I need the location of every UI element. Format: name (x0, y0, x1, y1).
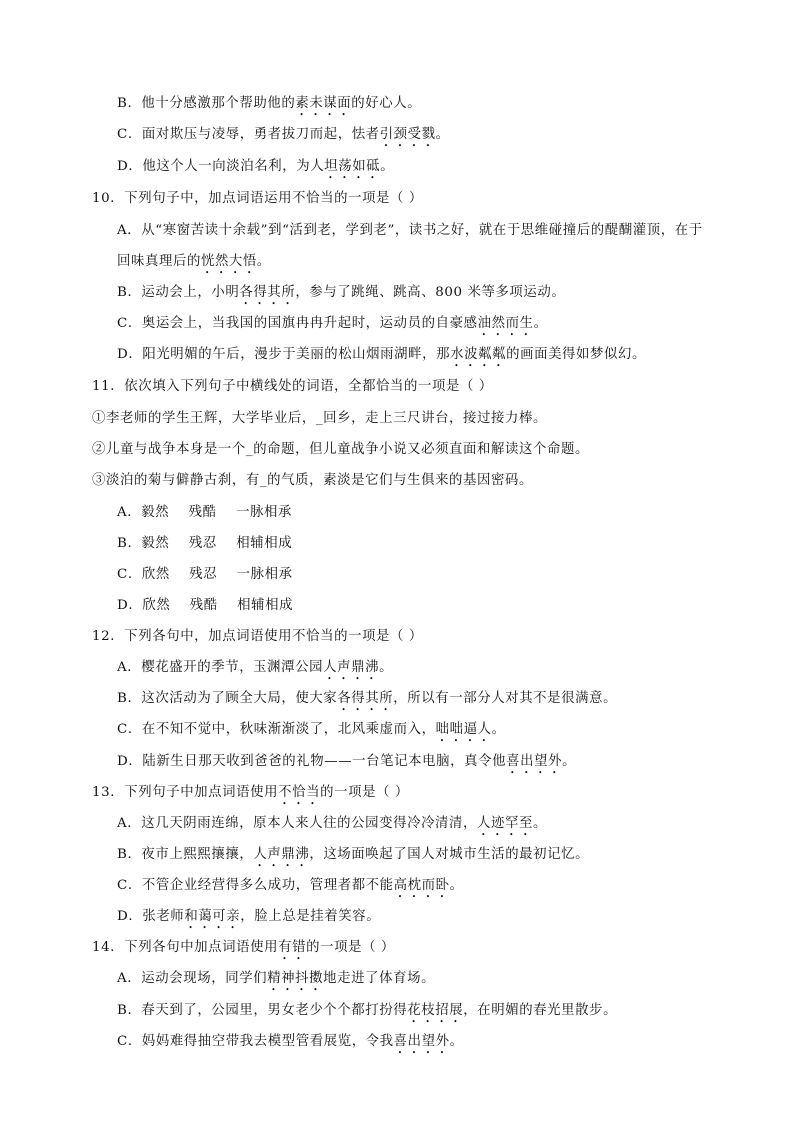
dotted-phrase: 喜出望外 (506, 754, 563, 769)
dotted-phrase: 咄咄逼人 (435, 722, 492, 737)
option-13b: B．夜市上熙熙攘攘，人声鼎沸，这场面唤起了国人对城市生活的最初记忆。 (117, 847, 590, 862)
dotted-phrase: 人声鼎沸 (253, 847, 310, 862)
option-14b: B．春天到了，公园里，男女老少个个都打扮得花枝招展，在明媚的春光里散步。 (117, 1003, 618, 1018)
dotted-phrase: 恍然大悟 (200, 254, 257, 269)
option-12b: B．这次活动为了顾全大局，使大家各得其所，所以有一部分人对其不是很满意。 (117, 691, 618, 706)
option-9c: C．面对欺压与凌辱，勇者拔刀而起，怯者引颈受戮。 (117, 127, 450, 142)
option-12d: D．陆新生日那天收到爸爸的礼物——一台笔记本电脑，真令他喜出望外。 (117, 754, 577, 769)
dotted-phrase: 不恰当 (278, 785, 321, 800)
dotted-phrase: 高枕而卧 (393, 878, 450, 893)
option-11b: B．毅然 残忍 相辅相成 (117, 536, 293, 551)
dotted-phrase: 精神抖擞 (267, 971, 324, 986)
dotted-phrase: 素未谋面 (295, 96, 352, 111)
option-11c: C．欣然 残忍 一脉相承 (117, 567, 293, 582)
dotted-phrase: 各得其所 (239, 285, 296, 300)
sentence-2: ②儿童与战争本身是一个_的命题，但儿童战争小说又必须直面和解读这个命题。 (92, 442, 589, 457)
option-10a-cont: 回味真理后的恍然大悟。 (117, 254, 271, 269)
dotted-phrase: 油然而生 (477, 316, 534, 331)
question-12: 12．下列各句中，加点词语使用不恰当的一项是（ ） (92, 629, 423, 644)
option-9d: D．他这个人一向淡泊名利，为人坦荡如砥。 (117, 159, 395, 174)
dotted-phrase: 花枝招展 (407, 1003, 464, 1018)
question-13: 13．下列句子中加点词语使用不恰当的一项是（ ） (92, 785, 409, 800)
option-10c: C．奥运会上，当我国的国旗冉冉升起时，运动员的自豪感油然而生。 (117, 316, 548, 331)
option-10a: A．从“寒窗苦读十余载”到“活到老，学到老”，读书之好，就在于思维碰撞后的醍醐灌顶，在于 (117, 223, 703, 238)
option-13d: D．张老师和蔼可亲，脸上总是挂着笑容。 (117, 909, 381, 924)
dotted-phrase: 和蔼可亲 (184, 909, 241, 924)
dotted-phrase: 坦荡如砥 (324, 159, 381, 174)
dotted-phrase: 人声鼎沸 (323, 660, 380, 675)
dotted-phrase: 水波粼粼 (450, 347, 507, 362)
option-14a: A．运动会现场，同学们精神抖擞地走进了体育场。 (117, 971, 436, 986)
question-10: 10．下列句子中，加点词语运用不恰当的一项是（ ） (92, 191, 423, 206)
dotted-phrase: 有错 (278, 940, 307, 955)
option-11a: A．毅然 残酷 一脉相承 (117, 505, 293, 520)
option-11d: D．欣然 残酷 相辅相成 (117, 598, 294, 613)
question-11: 11．依次填入下列句子中横线处的词语，全都恰当的一项是（ ） (92, 379, 493, 394)
dotted-phrase: 各得其所 (337, 691, 394, 706)
sentence-3: ③淡泊的菊与僻静古刹，有_的气质，素淡是它们与生俱来的基因密码。 (92, 473, 534, 488)
dotted-phrase: 引颈受戮 (379, 127, 436, 142)
option-9b: B．他十分感激那个帮助他的素未谋面的好心人。 (117, 96, 422, 111)
dotted-phrase: 人迹罕至 (477, 816, 534, 831)
option-14c: C．妈妈难得抽空带我去模型管看展览，令我喜出望外。 (117, 1034, 464, 1049)
sentence-1: ①李老师的学生王辉，大学毕业后，_回乡，走上三尺讲台，接过接力棒。 (92, 411, 547, 426)
option-13a: A．这几天阴雨连绵，原本人来人往的公园变得冷冷清清，人迹罕至。 (117, 816, 548, 831)
option-10d: D．阳光明媚的午后，漫步于美丽的松山烟雨湖畔，那水波粼粼的画面美得如梦似幻。 (117, 347, 646, 362)
option-12a: A．樱花盛开的季节，玉渊潭公园人声鼎沸。 (117, 660, 394, 675)
question-14: 14．下列各句中加点词语使用有错的一项是（ ） (92, 940, 395, 955)
option-13c: C．不管企业经营得多么成功，管理者都不能高枕而卧。 (117, 878, 464, 893)
option-10b: B．运动会上，小明各得其所，参与了跳绳、跳高、800 米等多项运动。 (117, 285, 566, 300)
option-12c: C．在不知不觉中，秋味渐渐淡了，北风乘虚而入，咄咄逼人。 (117, 722, 506, 737)
dotted-phrase: 喜出望外 (393, 1034, 450, 1049)
